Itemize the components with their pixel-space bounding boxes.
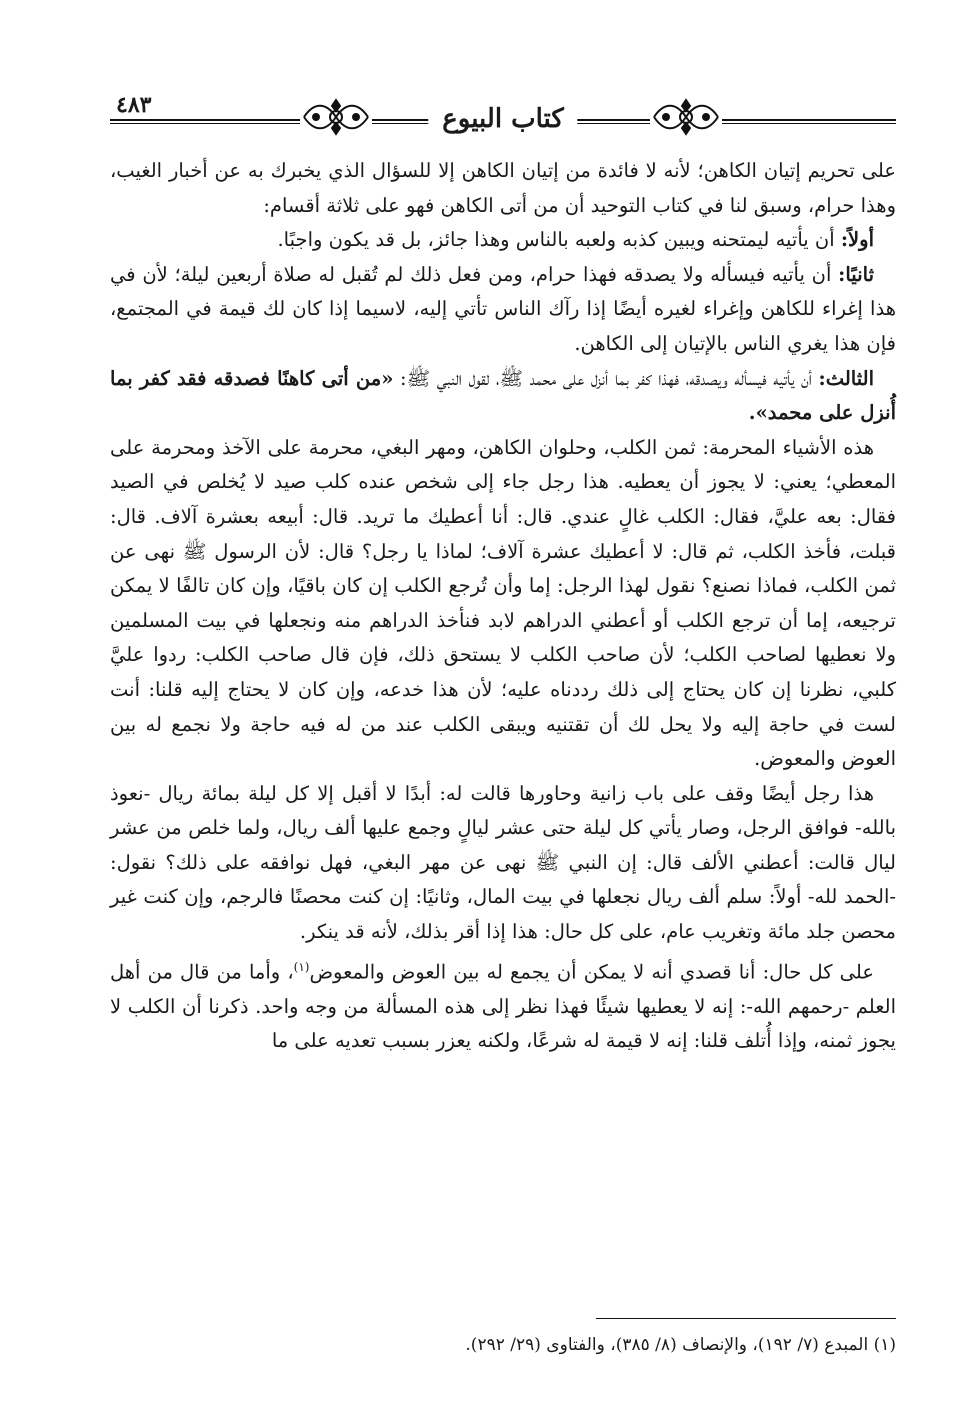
footnote: (١) المبدع (٧/ ١٩٢)، والإنصاف (٨/ ٣٨٥)، والفتاوى (٢٩/ ٢٩٢). [465,1335,896,1355]
paragraph-text: على كل حال: أنا قصدي أنه لا يمكن أن يجمع له بين العوض والمعوض [309,960,874,984]
paragraph [110,950,896,1059]
paragraph-text: ، وأما من قال من أهل العلم -رحمهم الله-: إنه لا يعطيها شيئًا فهذا نظر إلى هذه المسألة من وجه واحد. ذكرنا أن الكلب لا يجوز ثمنه، وإذا أُتلف قلنا: إنه لا قيمة له شرعًا، ولكنه يعزر بسبب تعديه على ما [110,960,896,1053]
paragraph: هذه الأشياء المحرمة: ثمن الكلب، وحلوان الكاهن، ومهر البغي، محرمة على الآخذ ومحرمة على المعطي؛ يعني: لا يجوز أن يعطيه. هذا رجل جاء إلى شخص عنده كلب صيد لا يُخلص في الصيد فقال: بعه عليَّ، فقال: الكلب غالٍ عندي. قال: أنا أعطيك ما تريد. قال: أبيعه بعشرة آلاف. قال: قبلت، فأخذ الكلب، ثم قال: لا أعطيك عشرة آلاف؛ لماذا يا رجل؟ قال: لأن الرسول ﷺ نهى عن ثمن الكلب، فماذا نصنع؟ نقول لهذا الرجل: إما وأن تُرجع الكلب إن كان باقيًا، وإن كان تالفًا لا يمكن ترجيعه، إما أن ترجع الكلب أو أعطني الدراهم لابد فنأخذ الدراهم منه ونجعلها في بيت المسلمين ولا نعطيها لصاحب الكلب؛ لأن صاحب الكلب لا يستحق ذلك، فإن قال صاحب الكلب: ردوا عليَّ كلبي، نظرنا إن كان يحتاج إلى ذلك رددناه عليه؛ لأن هذا خدعه، وإن كان لا يحتاج إليه قلنا: أنت لست في حاجة إليه ولا يحل لك أن تقتنيه ويبقى الكلب عند من له فيه حاجة ولا نجمع له بين العوض والمعوض. [110,435,896,771]
category-text: أن يأتيه ليمتحنه ويبين كذبه ولعبه بالناس وهذا جائز، بل قد يكون واجبًا. [277,228,841,252]
category-label: أولاً: [840,228,874,252]
paragraph: على تحريم إتيان الكاهن؛ لأنه لا فائدة من إتيان الكاهن إلا للسؤال الذي يخبرك به عن أخبار الغيب، وهذا حرام، وسبق لنا في كتاب التوحيد أن من أتى الكاهن فهو على ثلاثة أقسام: [110,159,896,217]
category-text: أن يأتيه فيسأله ويصدقه، فهذا كفر بما أنزل على محمد ﷺ، لقول النبي ﷺ: [393,366,819,390]
page-body [110,154,896,1284]
footnote-divider [596,1318,896,1319]
hadith-quote: «من أتى كاهنًا فصدقه فقد كفر بما أُنزل على محمد». [110,366,896,425]
paragraph-second-category [110,258,896,362]
page-header [110,88,896,144]
page-number: ٤٨٣ [116,92,152,118]
paragraph-third-category [110,362,896,431]
footnote-marker: (١) [293,959,310,974]
category-label: الثالث: [818,366,874,390]
paragraph-first-category [110,223,896,258]
running-title: كتاب البيوع [428,104,577,134]
paragraph: هذا رجل أيضًا وقف على باب زانية وحاورها قالت له: أبدًا لا أقبل إلا كل ليلة بمائة ريال -نعوذ بالله- فوافق الرجل، وصار يأتي كل ليلة حتى عشر ليالٍ وجمع عليها ألف ريال، ولما خلص من عشر ليال قالت: أعطني الألف قال: إن النبي ﷺ نهى عن مهر البغي، فهل نوافقه على ذلك؟ نقول: -الحمد لله- أولاً: سلم ألف ريال نجعلها في بيت المال، وثانيًا: إن كنت محصنًا فالرجم، وإن كنت غير محصن جلد مائة وتغريب عام، على كل حال: هذا إذا أقر بذلك، لأنه قد ينكر. [110,781,896,944]
arabesque-ornament-icon [650,92,722,142]
arabesque-ornament-icon [300,92,372,142]
category-label: ثانيًا: [838,262,874,286]
category-text: أن يأتيه فيسأله ولا يصدقه فهذا حرام، ومن فعل ذلك لم تُقبل له صلاة أربعين ليلة؛ لأن في هذا إغراء للكاهن وإغراء لغيره أيضًا إذا رآك الناس تأتي إليه، لاسيما إذا كان لك قيمة في المجتمع، فإن هذا يغري الناس بالإتيان إلى الكاهن. [110,262,896,355]
